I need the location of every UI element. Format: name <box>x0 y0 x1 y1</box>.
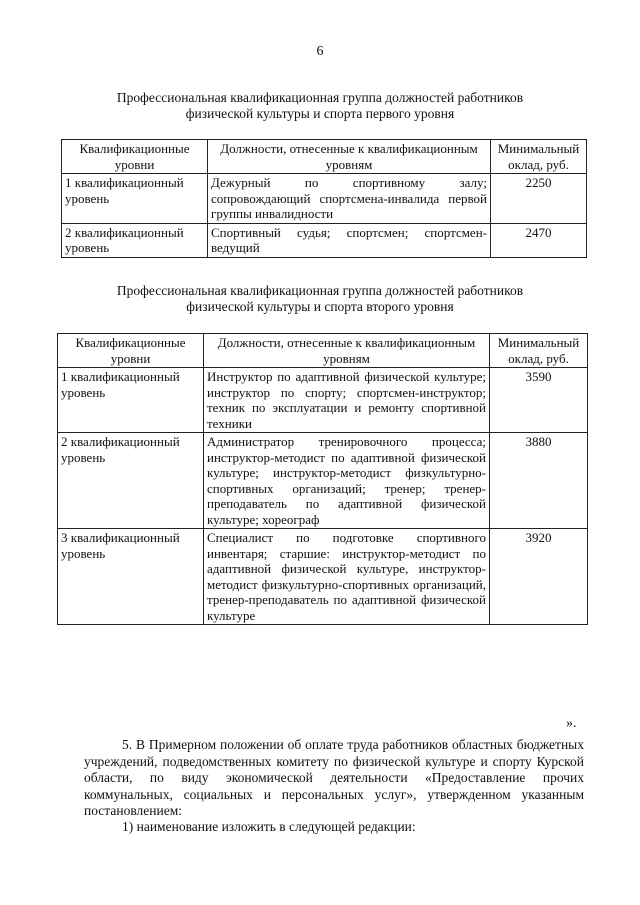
salary-cell: 3920 <box>490 529 588 625</box>
level-cell: 1 квалификационный уровень <box>58 368 204 433</box>
salary-cell: 2470 <box>491 223 587 257</box>
table-row <box>58 529 588 625</box>
group2-title-line2: физической культуры и спорта второго уровня <box>186 299 454 314</box>
page-number: 6 <box>316 44 324 59</box>
paragraph-5-text: 5. В Примерном положении об оплате труда работников областных бюджетных учреждений, подведомственных комитету по физической культуре и спорту Курской области, по виду экономической деятельности «Предоставление прочих коммунальных, социальных и персональных услуг», утвержденном указанным постановлением: <box>84 737 584 818</box>
group1-title-line1: Профессиональная квалификационная группа должностей работников <box>116 90 524 105</box>
header-positions: Должности, отнесенные к квалификационным уровням <box>204 334 490 368</box>
level-cell: 2 квалификационный уровень <box>62 223 208 257</box>
header-positions: Должности, отнесенные к квалификационным уровням <box>208 140 491 174</box>
group2-title-line1: Профессиональная квалификационная группа должностей работников <box>116 283 524 298</box>
salary-cell: 3880 <box>490 433 588 529</box>
level-cell: 1 квалификационный уровень <box>62 174 208 224</box>
positions-cell: Администратор тренировочного процесса; инструктор-методист по адаптивной физической культуре; инструктор-методист физкультурно-спортивных организаций; тренер; тренер-преподаватель по адаптивной физической культуре; хореограф <box>204 433 490 529</box>
positions-cell: Спортивный судья; спортсмен; спортсмен-ведущий <box>208 223 491 257</box>
salary-cell: 3590 <box>490 368 588 433</box>
table-header-row <box>62 140 587 174</box>
group1-table <box>61 139 587 258</box>
header-salary: Минимальный оклад, руб. <box>490 334 588 368</box>
table-row <box>58 368 588 433</box>
level-cell: 3 квалификационный уровень <box>58 529 204 625</box>
header-level: Квалификационные уровни <box>58 334 204 368</box>
table-row <box>58 433 588 529</box>
level-cell: 2 квалификационный уровень <box>58 433 204 529</box>
positions-cell: Дежурный по спортивному залу; сопровождающий спортсмена-инвалида первой группы инвалидности <box>208 174 491 224</box>
subitem-1: 1) наименование изложить в следующей редакции: <box>122 819 416 834</box>
group1-title-line2: физической культуры и спорта первого уровня <box>185 106 455 121</box>
table-row <box>62 174 587 224</box>
table-row <box>62 223 587 257</box>
header-salary: Минимальный оклад, руб. <box>491 140 587 174</box>
header-level: Квалификационные уровни <box>62 140 208 174</box>
closing-quote: ». <box>566 716 577 731</box>
positions-cell: Инструктор по адаптивной физической культуре; инструктор по спорту; спортсмен-инструктор; техник по эксплуатации и ремонту спортивной техники <box>204 368 490 433</box>
table-header-row <box>58 334 588 368</box>
group2-table <box>57 333 588 625</box>
group1-title <box>60 90 580 122</box>
group2-title <box>60 283 580 315</box>
paragraph-5 <box>84 737 584 820</box>
positions-cell: Специалист по подготовке спортивного инвентаря; старшие: инструктор-методист по адаптивной физической культуре, инструктор-методист физкультурно-спортивных организаций, тренер-преподаватель по адаптивной физической культуре <box>204 529 490 625</box>
salary-cell: 2250 <box>491 174 587 224</box>
